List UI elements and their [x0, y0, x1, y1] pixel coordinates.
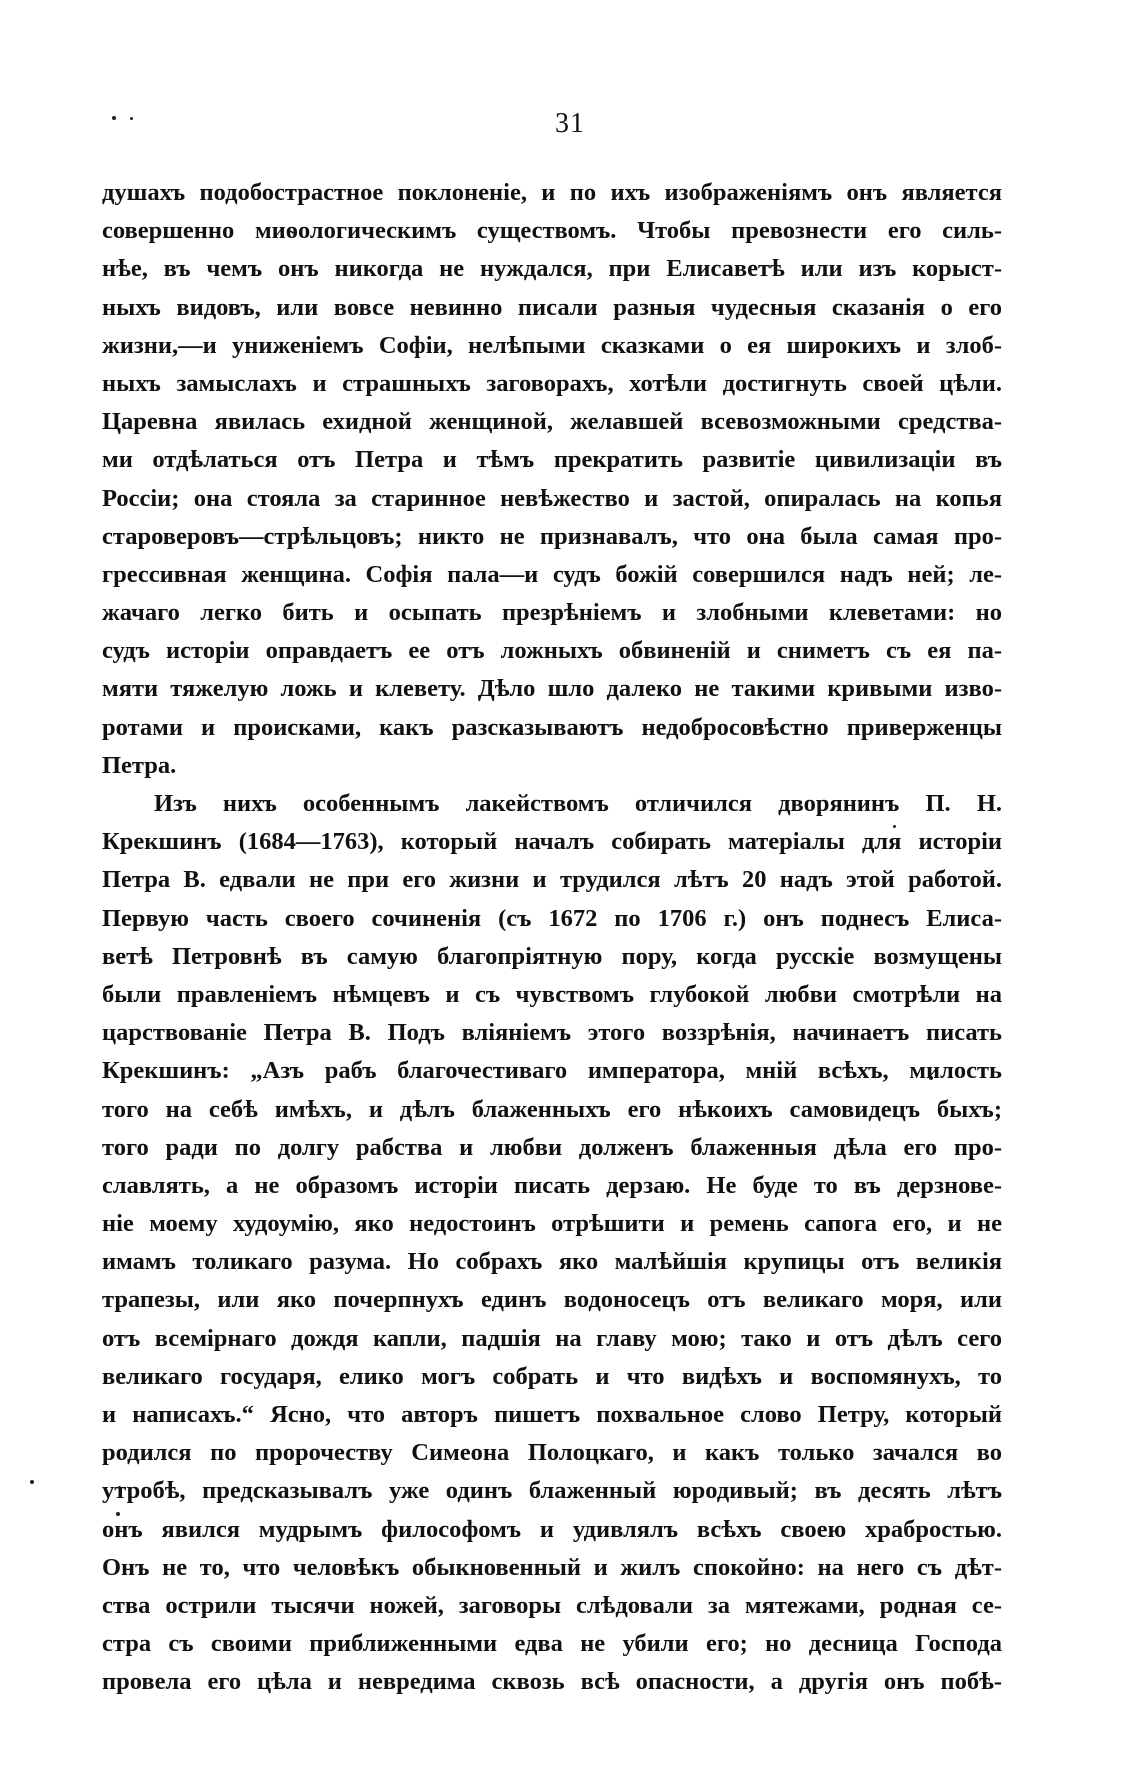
- text-line: царствованіе Петра В. Подъ вліяніемъ этого воззрѣнія, начинаетъ писать: [102, 1019, 1002, 1047]
- text-line: славлять, а не образомъ исторіи писать дерзаю. Не буде то въ дерзнове-: [102, 1171, 1002, 1199]
- text-line: ротами и происками, какъ разсказываютъ недобросовѣстно приверженцы: [102, 713, 1002, 741]
- text-line: Изъ нихъ особеннымъ лакействомъ отличился дворянинъ П. Н.: [154, 790, 1002, 817]
- text-line: Крекшинъ (1684—1763), который началъ собирать матеріалы для исторіи: [102, 828, 1002, 856]
- text-line: мяти тяжелую ложь и клевету. Дѣло шло далеко не такими кривыми изво-: [102, 675, 1002, 703]
- text-line: стра съ своими приближенными едва не убили его; но десница Господа: [102, 1630, 1002, 1658]
- text-line: и написахъ.“ Ясно, что авторъ пишетъ похвальное слово Петру, который: [102, 1401, 1002, 1428]
- text-line: совершенно миѳологическимъ существомъ. Чтобы превознести его силь-: [102, 217, 1002, 245]
- text-line: имамъ толикаго разума. Но собрахъ яко малѣйшія крупицы отъ великія: [102, 1248, 1002, 1276]
- text-line: Петра.: [102, 751, 177, 779]
- text-line: жизни,—и униженіемъ Софіи, нелѣпыми сказками о ея широкихъ и злоб-: [102, 331, 1002, 359]
- text-line: ми отдѣлаться отъ Петра и тѣмъ прекратить развитіе цивилизаціи въ: [102, 446, 1002, 474]
- text-line: Онъ не то, что человѣкъ обыкновенный и жилъ спокойно: на него съ дѣт-: [102, 1553, 1002, 1581]
- text-line: онъ явился мудрымъ философомъ и удивлялъ всѣхъ своею храбростью.: [102, 1515, 1002, 1543]
- text-line: Крекшинъ: „Азъ рабъ благочестиваго императора, мнiй всѣхъ, милость: [102, 1057, 1002, 1085]
- text-line: того на себѣ имѣхъ, и дѣлъ блаженныхъ его нѣкоихъ самовидецъ быхъ;: [102, 1095, 1002, 1123]
- text-line: великаго государя, елико могъ собрать и что видѣхъ и воспомянухъ, то: [102, 1362, 1002, 1390]
- text-line: отъ всемірнаго дождя капли, падшія на главу мою; тако и отъ дѣлъ сего: [102, 1324, 1002, 1352]
- text-line: ныхъ замыслахъ и страшныхъ заговорахъ, хотѣли достигнуть своей цѣли.: [102, 369, 1002, 397]
- text-line: ніе моему худоумію, яко недостоинъ отрѣшити и ремень сапога его, и не: [102, 1210, 1002, 1238]
- text-line: Россіи; она стояла за старинное невѣжество и застой, опиралась на копья: [102, 484, 1002, 512]
- text-line: ныхъ видовъ, или вовсе невинно писали разныя чудесныя сказанія о его: [102, 293, 1002, 321]
- text-line: Царевна явилась ехидной женщиной, желавшей всевозможными средства-: [102, 408, 1002, 436]
- text-line: провела его цѣла и невредима сквозь всѣ опасности, а другія онъ побѣ-: [102, 1668, 1002, 1696]
- text-line: Петра В. едвали не при его жизни и трудился лѣтъ 20 надъ этой работой.: [102, 866, 1002, 894]
- page-number: 31: [555, 108, 585, 139]
- scan-speck: [30, 1480, 34, 1484]
- body-text: [102, 174, 1002, 1702]
- text-line: душахъ подобострастное поклоненіе, и по ихъ изображеніямъ онъ является: [102, 179, 1002, 206]
- text-line: староверовъ—стрѣльцовъ; никто не признавалъ, что она была самая про-: [102, 522, 1002, 550]
- text-line: нѣе, въ чемъ онъ никогда не нуждался, при Елисаветѣ или изъ корыст-: [102, 255, 1002, 283]
- text-line: судъ исторіи оправдаетъ ее отъ ложныхъ обвиненій и сниметъ съ ея па-: [102, 637, 1002, 665]
- text-line: того ради по долгу рабства и любви долженъ блаженныя дѣла его про-: [102, 1133, 1002, 1161]
- text-line: жачаго легко бить и осыпать презрѣніемъ и злобными клеветами: но: [102, 599, 1002, 627]
- text-line: были правленіемъ нѣмцевъ и съ чувствомъ глубокой любви смотрѣли на: [102, 980, 1002, 1008]
- text-line: утробѣ, предсказывалъ уже одинъ блаженный юродивый; въ десять лѣтъ: [102, 1477, 1002, 1505]
- text-line: трапезы, или яко почерпнухъ единъ водоносецъ отъ великаго моря, или: [102, 1286, 1002, 1314]
- text-line: родился по пророчеству Симеона Полоцкаго, и какъ только зачался во: [102, 1439, 1002, 1467]
- text-line: грессивная женщина. Софія пала—и судъ божій совершился надъ ней; ле-: [102, 560, 1002, 588]
- text-line: Первую часть своего сочиненія (съ 1672 по 1706 г.) онъ поднесъ Елиса-: [102, 904, 1002, 932]
- text-line: ства острили тысячи ножей, заговоры слѣдовали за мятежами, родная се-: [102, 1591, 1002, 1619]
- text-line: ветѣ Петровнѣ въ самую благопріятную пору, когда русскіе возмущены: [102, 942, 1002, 970]
